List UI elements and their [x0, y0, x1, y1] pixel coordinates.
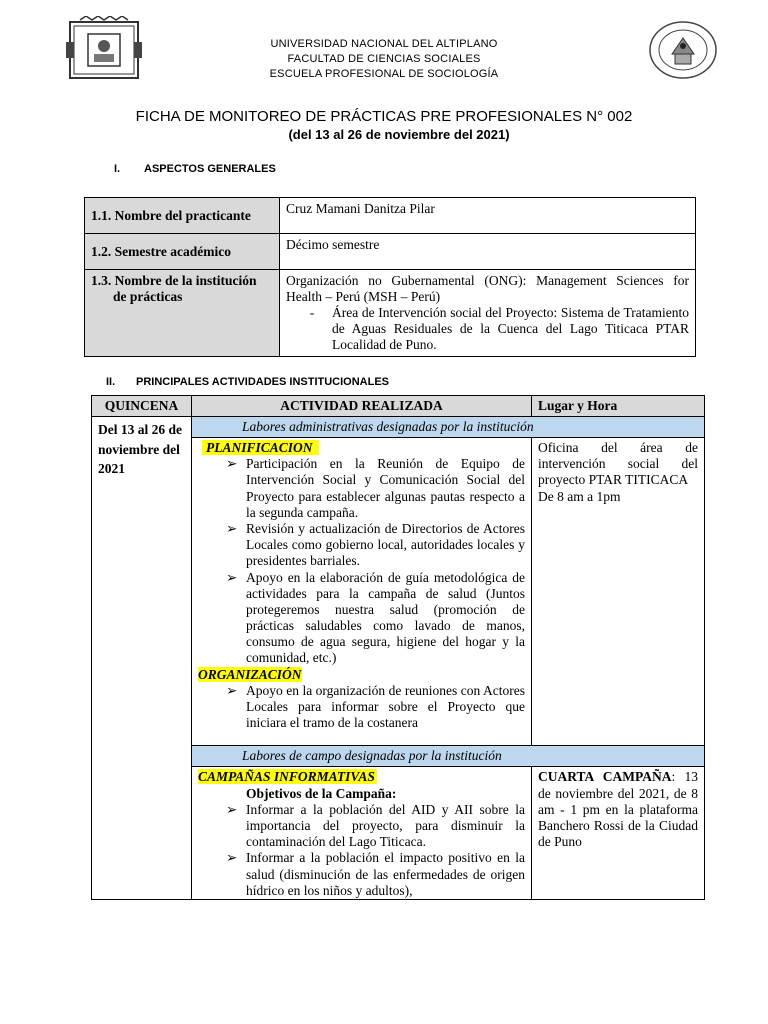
- section-1-number: I.: [114, 163, 121, 175]
- quincena-cell: Del 13 al 26 de noviembre del 2021: [92, 417, 192, 900]
- list-item: ➢ Participación en la Reunión de Equipo de Intervención Social y Comunicación Social del Proyecto para establecer algunas pautas respecto a la segunda campaña.: [226, 456, 525, 520]
- semester-value: Décimo semestre: [280, 234, 696, 270]
- field-activities-cell: [192, 767, 532, 900]
- list-item: ➢ Revisión y actualización de Directorios de Actores Locales como gobierno local, autoridades locales y presidentes barriales.: [226, 520, 525, 569]
- section-2-heading: [106, 376, 389, 388]
- list-item: ➢ Informar a la población el impacto positivo en la salud (disminución de las enfermedades de origen hídrico en los niños y adultos),: [226, 850, 525, 898]
- campaign-name: CUARTA CAMPAÑA: [538, 769, 672, 785]
- document-subtitle: (del 13 al 26 de noviembre del 2021): [288, 127, 510, 142]
- institution-label-text: 1.3. Nombre de la institución de prácticas: [91, 273, 257, 304]
- objectives-heading: Objetivos de la Campaña:: [246, 785, 397, 801]
- table-row: [92, 417, 705, 438]
- admin-tasks-bar: Labores administrativas designadas por la institución: [192, 417, 705, 438]
- col-quincena-header: QUINCENA: [92, 396, 192, 417]
- section-2-title: PRINCIPALES ACTIVIDADES INSTITUCIONALES: [136, 376, 390, 388]
- list-item: ➢ Apoyo en la elaboración de guía metodológica de actividades para la campaña de salud (Juntos protegeremos nuestra salud (promoción de prácticas saludables como lavado de manos, consumo de agua segura, higiene del hogar y la comunidad, etc.): [226, 569, 525, 666]
- campanas-heading: CAMPAÑAS INFORMATIVAS: [198, 769, 375, 785]
- admin-activities-cell: [192, 438, 532, 746]
- faculty-name: FACULTAD DE CIENCIAS SOCIALES: [287, 53, 481, 65]
- col-activity-header: ACTIVIDAD REALIZADA: [192, 396, 532, 417]
- general-info-table: [84, 197, 696, 357]
- section-2-number: II.: [106, 376, 116, 388]
- institution-value-cell: [280, 270, 696, 357]
- trainee-name-label: 1.1. Nombre del practicante: [85, 198, 280, 234]
- field-tasks-bar: Labores de campo designadas por la institución: [192, 746, 705, 767]
- list-item: ➢ Informar a la población del AID y AII sobre la importancia del proyecto, para disminuir la contaminación del Lago Titicaca.: [226, 801, 525, 850]
- section-1-heading: [114, 163, 276, 175]
- institution-subitem: [286, 305, 689, 353]
- time-1: De 8 am a 1pm: [538, 488, 621, 504]
- institution-value: Organización no Gubernamental (ONG): Management Sciences for Health – Perú (MSH – Perú): [286, 273, 689, 304]
- planificacion-heading: PLANIFICACION: [202, 440, 319, 455]
- organizacion-heading: ORGANIZACIÓN: [198, 666, 302, 682]
- col-place-header: Lugar y Hora: [532, 396, 705, 417]
- table-row: [85, 198, 696, 234]
- admin-place-cell: [532, 438, 705, 746]
- university-name: UNIVERSIDAD NACIONAL DEL ALTIPLANO: [270, 38, 498, 50]
- institution-label: [85, 270, 280, 357]
- list-item: ➢ Apoyo en la organización de reuniones con Actores Locales para informar sobre el Proyecto que iniciara el tramo de la costanera: [226, 682, 525, 731]
- semester-label: 1.2. Semestre académico: [85, 234, 280, 270]
- table-row: [85, 234, 696, 270]
- school-name: ESCUELA PROFESIONAL DE SOCIOLOGÍA: [269, 68, 499, 80]
- institution-subitem-text: Área de Intervención social del Proyecto: Sistema de Tratamiento de Aguas Residuales de la Cuenca del Lago Titicaca PTAR Localidad de Puno.: [332, 305, 689, 352]
- campaign-details: : 13 de noviembre del 2021, de 8 am - 1 pm en la plataforma Banchero Rossi de la Ciudad de Puno: [538, 769, 698, 850]
- section-1-title: ASPECTOS GENERALES: [144, 163, 276, 175]
- table-row: [85, 270, 696, 357]
- place-1: Oficina del área de intervención social del proyecto PTAR TITICACA: [538, 440, 698, 488]
- activities-table: [91, 395, 705, 900]
- table-header-row: [92, 396, 705, 417]
- document-title: FICHA DE MONITOREO DE PRÁCTICAS PRE PROFESIONALES N° 002: [135, 108, 633, 125]
- dash-marker: -: [309, 305, 315, 320]
- trainee-name-value: Cruz Mamani Danitza Pilar: [280, 198, 696, 234]
- field-place-cell: [532, 767, 705, 900]
